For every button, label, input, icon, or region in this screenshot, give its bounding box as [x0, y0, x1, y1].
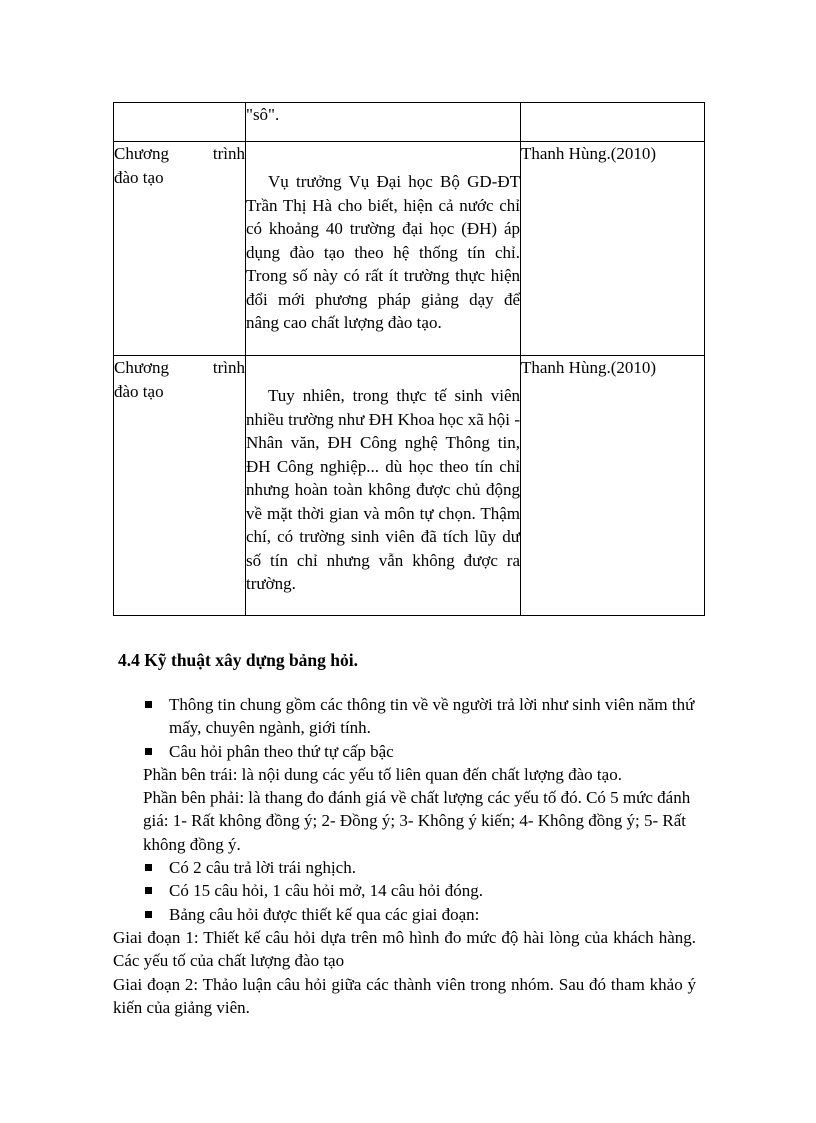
list-item [113, 903, 696, 926]
category-word: Chương [114, 144, 170, 163]
bullet-text: Thông tin chung gồm các thông tin về về người trả lời như sinh viên năm thứ mấy, chuyên ngành, giới tính. [169, 695, 695, 738]
square-bullet-icon [145, 911, 152, 918]
bullet-text: Có 2 câu trả lời trái nghịch. [169, 858, 356, 878]
source-cell [521, 356, 705, 616]
body-cell [246, 356, 521, 616]
table-row [114, 103, 705, 142]
square-bullet-icon [145, 864, 152, 871]
category-line: đào tạo [114, 167, 164, 187]
square-bullet-icon [145, 701, 152, 708]
category-line: đào tạo [114, 381, 164, 401]
bullet-text: Bảng câu hỏi được thiết kế qua các giai đoạn: [169, 904, 480, 924]
paragraph: Giai đoạn 1: Thiết kế câu hỏi dựa trên mô hình đo mức độ hài lòng của khách hàng. Các yếu tố của chất lượng đào tạo [113, 927, 696, 971]
source-text: Thanh Hùng.(2010) [521, 144, 657, 163]
category-word: trình [212, 358, 245, 377]
category-cell [114, 103, 246, 142]
category-cell [114, 356, 246, 616]
paragraph: Giai đoạn 2: Thảo luận câu hỏi giữa các thành viên trong nhóm. Sau đó tham khảo ý kiến của giảng viên. [113, 974, 696, 1017]
cell-text: Tuy nhiên, trong thực tế sinh viên nhiều trường như ĐH Khoa học xã hội - Nhân văn, ĐH Công nghệ Thông tin, ĐH Công nghiệp... dù học theo tín chỉ nhưng hoàn toàn không được chủ động về mặt thời gian và môn tự chọn. Thậm chí, có trường sinh viên đã tích lũy dư số tín chỉ nhưng vẫn không được ra trường. [246, 386, 520, 593]
paragraph: Phần bên trái: là nội dung các yếu tố liên quan đến chất lượng đào tạo. [143, 764, 622, 784]
list-item [113, 740, 696, 763]
square-bullet-icon [145, 887, 152, 894]
category-word: trình [212, 144, 245, 163]
bullet-text: Có 15 câu hỏi, 1 câu hỏi mở, 14 câu hỏi đóng. [169, 881, 483, 901]
sources-table [113, 102, 705, 616]
section-heading: 4.4 Kỹ thuật xây dựng bảng hỏi. [118, 650, 359, 670]
list-item [113, 879, 696, 902]
table-row [114, 356, 705, 616]
table-row [114, 142, 705, 356]
list-item [113, 856, 696, 879]
category-word: Chương [114, 358, 170, 377]
source-cell [521, 142, 705, 356]
section-body [113, 693, 696, 1019]
category-cell [114, 142, 246, 356]
body-cell [246, 142, 521, 356]
body-cell [246, 103, 521, 142]
cell-text: "sô". [246, 105, 280, 124]
square-bullet-icon [145, 748, 152, 755]
list-item [113, 693, 696, 740]
cell-text: Vụ trưởng Vụ Đại học Bộ GD-ĐT Trần Thị Hà cho biết, hiện cả nước chỉ có khoảng 40 trường đại học (ĐH) áp dụng đào tạo theo hệ thống tín chỉ. Trong số này có rất ít trường thực hiện đổi mới phương pháp giảng dạy để nâng cao chất lượng đào tạo. [246, 172, 520, 332]
source-cell [521, 103, 705, 142]
bullet-text: Câu hỏi phân theo thứ tự cấp bậc [169, 741, 394, 761]
source-text: Thanh Hùng.(2010) [521, 358, 657, 377]
paragraph: Phần bên phải: là thang đo đánh giá về chất lượng các yếu tố đó. Có 5 mức đánh giá: 1- Rất không đồng ý; 2- Đồng ý; 3- Không ý kiến; 4- Không đồng ý; 5- Rất không đồng ý. [143, 788, 691, 854]
